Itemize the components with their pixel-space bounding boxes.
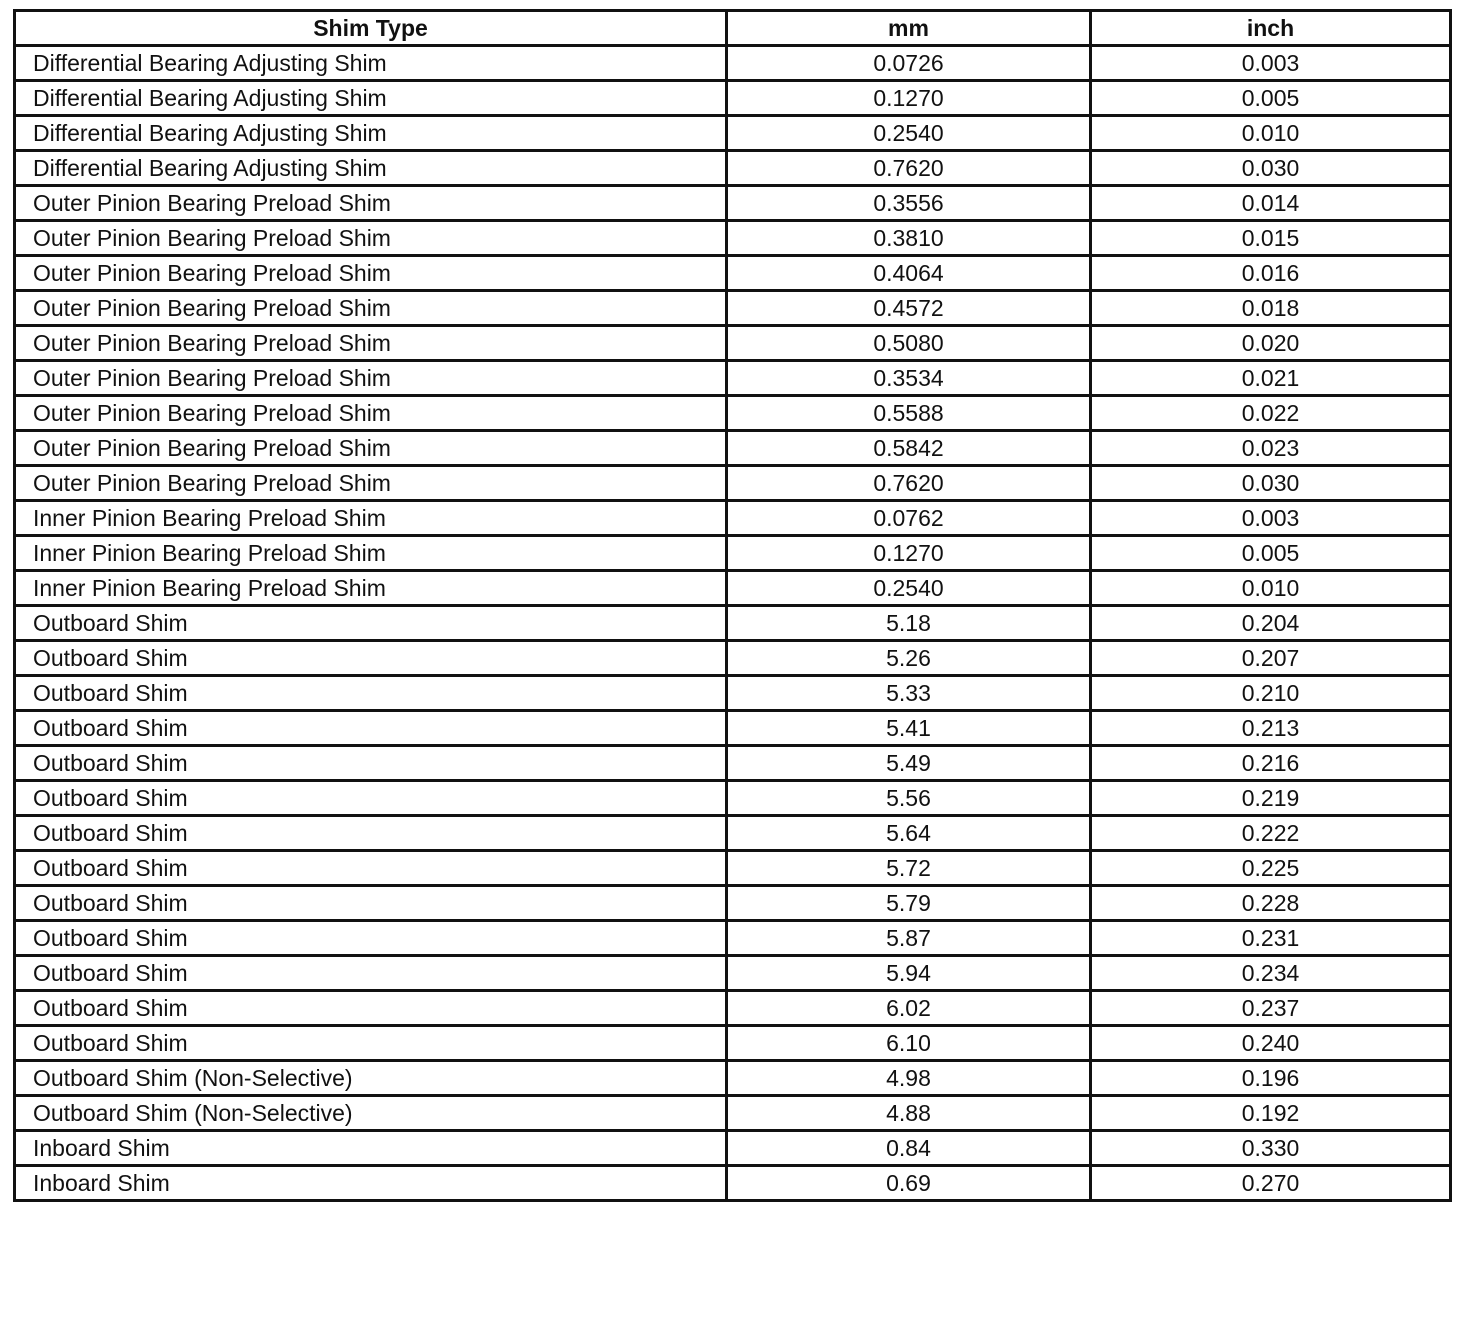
cell-inch: 0.192	[1091, 1096, 1451, 1131]
cell-inch: 0.219	[1091, 781, 1451, 816]
cell-shim-type: Inner Pinion Bearing Preload Shim	[15, 501, 727, 536]
cell-mm: 4.88	[727, 1096, 1091, 1131]
shim-table	[13, 9, 1452, 1202]
table-row	[15, 956, 1451, 991]
cell-mm: 4.98	[727, 1061, 1091, 1096]
cell-inch: 0.020	[1091, 326, 1451, 361]
cell-shim-type: Outboard Shim	[15, 676, 727, 711]
cell-inch: 0.021	[1091, 361, 1451, 396]
cell-inch: 0.228	[1091, 886, 1451, 921]
header-shim-type: Shim Type	[15, 11, 727, 46]
table-row	[15, 116, 1451, 151]
table-row	[15, 81, 1451, 116]
cell-shim-type: Inboard Shim	[15, 1166, 727, 1201]
cell-inch: 0.231	[1091, 921, 1451, 956]
cell-mm: 0.7620	[727, 466, 1091, 501]
cell-inch: 0.010	[1091, 116, 1451, 151]
table-row	[15, 746, 1451, 781]
table-row	[15, 676, 1451, 711]
cell-inch: 0.240	[1091, 1026, 1451, 1061]
cell-inch: 0.204	[1091, 606, 1451, 641]
table-row	[15, 816, 1451, 851]
cell-inch: 0.196	[1091, 1061, 1451, 1096]
cell-mm: 6.10	[727, 1026, 1091, 1061]
cell-shim-type: Outer Pinion Bearing Preload Shim	[15, 396, 727, 431]
table-row	[15, 501, 1451, 536]
cell-mm: 5.56	[727, 781, 1091, 816]
cell-shim-type: Outboard Shim	[15, 816, 727, 851]
cell-inch: 0.010	[1091, 571, 1451, 606]
table-row	[15, 46, 1451, 81]
table-row	[15, 1096, 1451, 1131]
cell-shim-type: Outer Pinion Bearing Preload Shim	[15, 221, 727, 256]
header-inch: inch	[1091, 11, 1451, 46]
cell-inch: 0.015	[1091, 221, 1451, 256]
cell-inch: 0.018	[1091, 291, 1451, 326]
table-row	[15, 536, 1451, 571]
cell-mm: 5.79	[727, 886, 1091, 921]
cell-shim-type: Inner Pinion Bearing Preload Shim	[15, 571, 727, 606]
cell-shim-type: Outboard Shim	[15, 921, 727, 956]
cell-shim-type: Outer Pinion Bearing Preload Shim	[15, 186, 727, 221]
cell-inch: 0.270	[1091, 1166, 1451, 1201]
header-mm: mm	[727, 11, 1091, 46]
cell-shim-type: Outboard Shim (Non-Selective)	[15, 1061, 727, 1096]
cell-inch: 0.003	[1091, 46, 1451, 81]
cell-shim-type: Outer Pinion Bearing Preload Shim	[15, 256, 727, 291]
cell-shim-type: Differential Bearing Adjusting Shim	[15, 46, 727, 81]
cell-mm: 0.5588	[727, 396, 1091, 431]
table-row	[15, 466, 1451, 501]
table-row	[15, 606, 1451, 641]
cell-mm: 0.5842	[727, 431, 1091, 466]
cell-mm: 0.3810	[727, 221, 1091, 256]
cell-shim-type: Outboard Shim	[15, 1026, 727, 1061]
cell-inch: 0.005	[1091, 536, 1451, 571]
cell-shim-type: Outer Pinion Bearing Preload Shim	[15, 291, 727, 326]
table-row	[15, 711, 1451, 746]
cell-shim-type: Outboard Shim	[15, 851, 727, 886]
cell-mm: 5.72	[727, 851, 1091, 886]
cell-inch: 0.005	[1091, 81, 1451, 116]
cell-mm: 5.87	[727, 921, 1091, 956]
cell-inch: 0.222	[1091, 816, 1451, 851]
cell-mm: 0.1270	[727, 81, 1091, 116]
table-row	[15, 1131, 1451, 1166]
cell-inch: 0.030	[1091, 466, 1451, 501]
table-row	[15, 781, 1451, 816]
cell-shim-type: Outer Pinion Bearing Preload Shim	[15, 326, 727, 361]
cell-inch: 0.216	[1091, 746, 1451, 781]
table-row	[15, 361, 1451, 396]
shim-table-container	[13, 9, 1449, 1202]
cell-shim-type: Outboard Shim	[15, 746, 727, 781]
cell-mm: 0.69	[727, 1166, 1091, 1201]
cell-inch: 0.003	[1091, 501, 1451, 536]
cell-inch: 0.210	[1091, 676, 1451, 711]
cell-mm: 0.0726	[727, 46, 1091, 81]
cell-mm: 0.0762	[727, 501, 1091, 536]
cell-inch: 0.213	[1091, 711, 1451, 746]
cell-mm: 5.18	[727, 606, 1091, 641]
cell-inch: 0.014	[1091, 186, 1451, 221]
cell-mm: 0.5080	[727, 326, 1091, 361]
cell-shim-type: Differential Bearing Adjusting Shim	[15, 151, 727, 186]
cell-shim-type: Differential Bearing Adjusting Shim	[15, 81, 727, 116]
cell-mm: 6.02	[727, 991, 1091, 1026]
cell-shim-type: Outboard Shim	[15, 641, 727, 676]
cell-mm: 5.33	[727, 676, 1091, 711]
table-header-row	[15, 11, 1451, 46]
cell-shim-type: Outer Pinion Bearing Preload Shim	[15, 466, 727, 501]
table-row	[15, 991, 1451, 1026]
cell-inch: 0.016	[1091, 256, 1451, 291]
cell-inch: 0.234	[1091, 956, 1451, 991]
table-row	[15, 291, 1451, 326]
cell-shim-type: Inner Pinion Bearing Preload Shim	[15, 536, 727, 571]
cell-mm: 0.3556	[727, 186, 1091, 221]
cell-inch: 0.023	[1091, 431, 1451, 466]
cell-mm: 0.4572	[727, 291, 1091, 326]
cell-mm: 0.4064	[727, 256, 1091, 291]
table-row	[15, 396, 1451, 431]
cell-mm: 5.94	[727, 956, 1091, 991]
cell-mm: 0.7620	[727, 151, 1091, 186]
cell-inch: 0.330	[1091, 1131, 1451, 1166]
cell-shim-type: Inboard Shim	[15, 1131, 727, 1166]
cell-mm: 0.84	[727, 1131, 1091, 1166]
cell-shim-type: Outer Pinion Bearing Preload Shim	[15, 361, 727, 396]
table-row	[15, 571, 1451, 606]
table-row	[15, 431, 1451, 466]
table-row	[15, 1166, 1451, 1201]
cell-shim-type: Outboard Shim	[15, 991, 727, 1026]
cell-mm: 0.3534	[727, 361, 1091, 396]
table-row	[15, 886, 1451, 921]
cell-inch: 0.225	[1091, 851, 1451, 886]
cell-shim-type: Outer Pinion Bearing Preload Shim	[15, 431, 727, 466]
table-row	[15, 921, 1451, 956]
cell-shim-type: Outboard Shim	[15, 886, 727, 921]
table-row	[15, 851, 1451, 886]
cell-shim-type: Outboard Shim	[15, 606, 727, 641]
cell-shim-type: Outboard Shim	[15, 711, 727, 746]
table-row	[15, 641, 1451, 676]
cell-mm: 0.1270	[727, 536, 1091, 571]
cell-mm: 5.49	[727, 746, 1091, 781]
table-body	[15, 46, 1451, 1201]
cell-shim-type: Outboard Shim	[15, 781, 727, 816]
table-row	[15, 186, 1451, 221]
cell-inch: 0.022	[1091, 396, 1451, 431]
cell-shim-type: Differential Bearing Adjusting Shim	[15, 116, 727, 151]
cell-mm: 5.26	[727, 641, 1091, 676]
table-row	[15, 151, 1451, 186]
cell-shim-type: Outboard Shim (Non-Selective)	[15, 1096, 727, 1131]
cell-inch: 0.030	[1091, 151, 1451, 186]
table-row	[15, 221, 1451, 256]
cell-shim-type: Outboard Shim	[15, 956, 727, 991]
cell-mm: 5.41	[727, 711, 1091, 746]
table-row	[15, 256, 1451, 291]
table-row	[15, 326, 1451, 361]
cell-mm: 0.2540	[727, 571, 1091, 606]
cell-inch: 0.207	[1091, 641, 1451, 676]
table-row	[15, 1061, 1451, 1096]
cell-inch: 0.237	[1091, 991, 1451, 1026]
table-row	[15, 1026, 1451, 1061]
cell-mm: 0.2540	[727, 116, 1091, 151]
cell-mm: 5.64	[727, 816, 1091, 851]
